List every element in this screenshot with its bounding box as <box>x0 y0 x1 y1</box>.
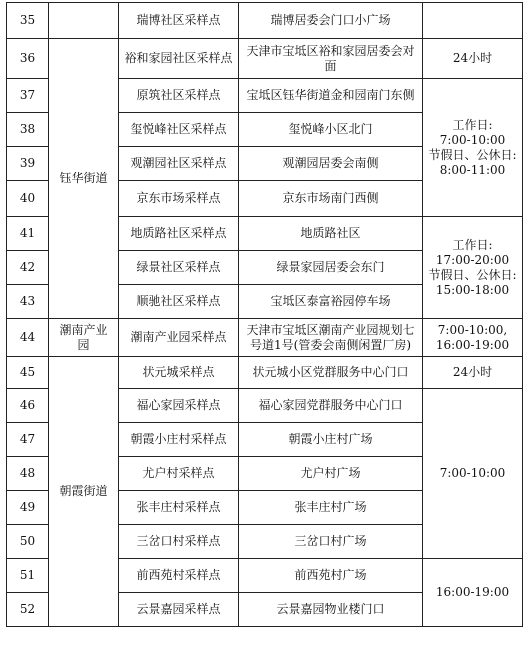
table-wrapper <box>6 2 523 627</box>
site-name: 状元城采样点 <box>119 357 239 389</box>
site-name: 云景嘉园采样点 <box>119 593 239 627</box>
hours-cell: 7:00-10:00 <box>423 389 523 559</box>
site-name: 原筑社区采样点 <box>119 79 239 113</box>
site-address: 地质路社区 <box>239 217 423 251</box>
row-number: 49 <box>7 491 49 525</box>
row-number: 41 <box>7 217 49 251</box>
table-row <box>7 3 523 39</box>
site-name: 地质路社区采样点 <box>119 217 239 251</box>
site-address: 天津市宝坻区裕和家园居委会对 面 <box>239 39 423 79</box>
hours-cell: 16:00-19:00 <box>423 559 523 627</box>
site-name: 绿景社区采样点 <box>119 251 239 285</box>
site-address: 瑞博居委会门口小广场 <box>239 3 423 39</box>
site-name: 张丰庄村采样点 <box>119 491 239 525</box>
site-name: 京东市场采样点 <box>119 181 239 217</box>
site-address: 宝坻区泰富裕园停车场 <box>239 285 423 319</box>
row-number: 45 <box>7 357 49 389</box>
table-row <box>7 319 523 357</box>
hours-cell: 工作日: 7:00-10:00 节假日、公休日: 8:00-11:00 <box>423 79 523 217</box>
site-address: 状元城小区党群服务中心门口 <box>239 357 423 389</box>
row-number: 38 <box>7 113 49 147</box>
hours-cell: 24小时 <box>423 39 523 79</box>
site-address: 前西苑村广场 <box>239 559 423 593</box>
row-number: 40 <box>7 181 49 217</box>
hours-cell: 24小时 <box>423 357 523 389</box>
row-number: 44 <box>7 319 49 357</box>
street-cell: 潮南产业 园 <box>49 319 119 357</box>
site-name: 观潮园社区采样点 <box>119 147 239 181</box>
site-name: 三岔口村采样点 <box>119 525 239 559</box>
row-number: 46 <box>7 389 49 423</box>
site-address: 玺悦峰小区北门 <box>239 113 423 147</box>
site-address: 朝霞小庄村广场 <box>239 423 423 457</box>
site-name: 前西苑村采样点 <box>119 559 239 593</box>
row-number: 47 <box>7 423 49 457</box>
site-address: 观潮园居委会南侧 <box>239 147 423 181</box>
site-name: 顺驰社区采样点 <box>119 285 239 319</box>
site-address: 天津市宝坻区潮南产业园规划七 号道1号(管委会南侧闲置厂房) <box>239 319 423 357</box>
site-address: 尤户村广场 <box>239 457 423 491</box>
site-address: 宝坻区钰华街道金和园南门东侧 <box>239 79 423 113</box>
sampling-sites-table <box>6 2 523 627</box>
hours-cell <box>423 3 523 39</box>
site-address: 云景嘉园物业楼门口 <box>239 593 423 627</box>
row-number: 52 <box>7 593 49 627</box>
site-name: 潮南产业园采样点 <box>119 319 239 357</box>
row-number: 43 <box>7 285 49 319</box>
site-name: 瑞博社区采样点 <box>119 3 239 39</box>
row-number: 48 <box>7 457 49 491</box>
row-number: 35 <box>7 3 49 39</box>
site-name: 朝霞小庄村采样点 <box>119 423 239 457</box>
row-number: 36 <box>7 39 49 79</box>
row-number: 37 <box>7 79 49 113</box>
hours-cell: 7:00-10:00, 16:00-19:00 <box>423 319 523 357</box>
site-address: 张丰庄村广场 <box>239 491 423 525</box>
site-name: 裕和家园社区采样点 <box>119 39 239 79</box>
street-cell: 朝霞街道 <box>49 357 119 627</box>
row-number: 50 <box>7 525 49 559</box>
row-number: 51 <box>7 559 49 593</box>
site-address: 绿景家园居委会东门 <box>239 251 423 285</box>
site-name: 尤户村采样点 <box>119 457 239 491</box>
street-cell: 钰华街道 <box>49 39 119 319</box>
table-row <box>7 357 523 389</box>
street-cell <box>49 3 119 39</box>
row-number: 39 <box>7 147 49 181</box>
site-name: 福心家园采样点 <box>119 389 239 423</box>
site-name: 玺悦峰社区采样点 <box>119 113 239 147</box>
site-address: 三岔口村广场 <box>239 525 423 559</box>
site-address: 京东市场南门西侧 <box>239 181 423 217</box>
hours-cell: 工作日: 17:00-20:00 节假日、公休日: 15:00-18:00 <box>423 217 523 319</box>
table-row <box>7 39 523 79</box>
site-address: 福心家园党群服务中心门口 <box>239 389 423 423</box>
row-number: 42 <box>7 251 49 285</box>
